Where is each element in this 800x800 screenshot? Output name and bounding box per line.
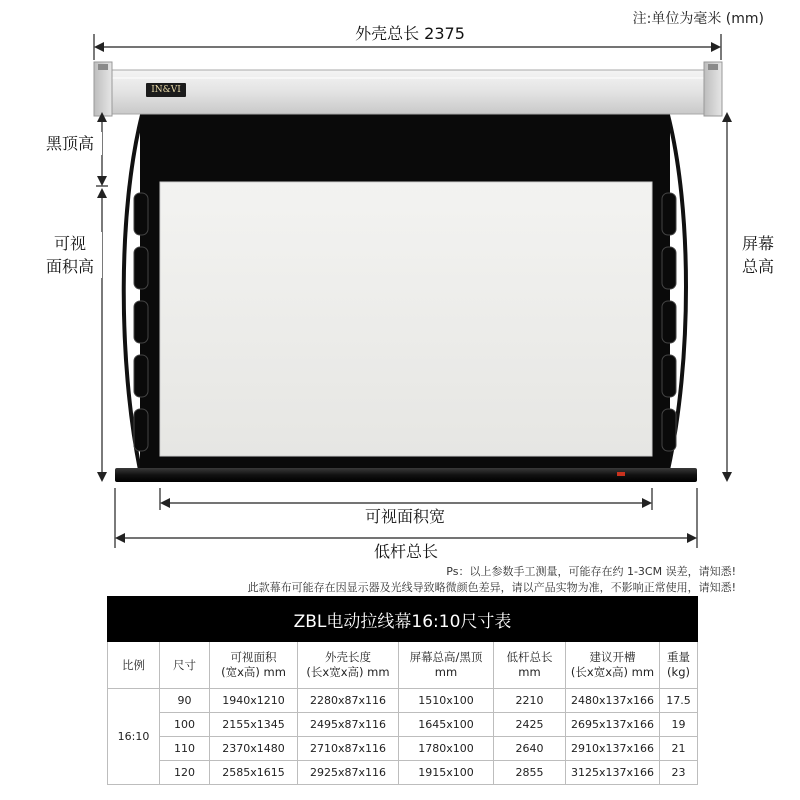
cell-housing: 2280x87x116: [298, 689, 399, 713]
table-title: ZBL电动拉线幕16:10尺寸表: [108, 597, 698, 642]
screen-height-label-line1: 屏幕: [741, 234, 774, 253]
header-weight-line1: 重量: [667, 650, 691, 664]
header-size-line1: 尺寸: [173, 657, 196, 672]
cell-slot: 2910x137x166: [566, 737, 660, 761]
table-row: [108, 689, 698, 713]
table-row: [108, 761, 698, 785]
cell-housing: 2495x87x116: [298, 713, 399, 737]
cell-slot: 2480x137x166: [566, 689, 660, 713]
cell-housing: 2925x87x116: [298, 761, 399, 785]
header-ratio-line1: 比例: [122, 657, 145, 672]
ps-note-line2: 此款幕布可能存在因显示器及光线导致略微颜色差异，请以产品实物为准，不影响正常使用，请知悉!: [247, 581, 736, 594]
ratio-cell: 16:10: [108, 689, 160, 785]
header-screen-height: [399, 642, 494, 689]
bar-length-label: 低杆总长: [336, 540, 476, 563]
cell-height: 1780x100: [399, 737, 494, 761]
cell-visible: 1940x1210: [210, 689, 298, 713]
header-housing-length-line2: (长x宽x高) mm: [306, 665, 390, 679]
visible-height-label: [38, 232, 102, 278]
header-visible-area-line1: 可视面积: [230, 650, 277, 664]
size-table: [107, 596, 698, 785]
housing-length-label: 外壳总长 2375: [300, 22, 520, 45]
header-housing-length-line1: 外壳长度: [325, 650, 371, 664]
header-visible-area-line2: (宽x高) mm: [221, 665, 286, 679]
cell-size: 120: [160, 761, 210, 785]
header-screen-height-line1: 屏幕总高/黑顶: [409, 650, 483, 664]
header-bar-length-line1: 低杆总长: [506, 650, 553, 664]
screen-height-dimension: [722, 112, 732, 482]
brand-logo: IN&VI: [151, 85, 181, 95]
cell-height: 1645x100: [399, 713, 494, 737]
unit-note: 注:单位为毫米 (mm): [632, 11, 764, 27]
cell-visible: 2370x1480: [210, 737, 298, 761]
cell-height: 1915x100: [399, 761, 494, 785]
header-weight-line2: (kg): [667, 665, 690, 679]
screen-height-label-line2: 总高: [741, 257, 774, 276]
header-bar-length-line2: mm: [518, 665, 541, 679]
cell-slot: 2695x137x166: [566, 713, 660, 737]
ps-note-line1: Ps：以上参数手工测量，可能存在约 1-3CM 误差，请知悉!: [446, 565, 736, 578]
table-row: [108, 713, 698, 737]
header-housing-length: [298, 642, 399, 689]
cell-weight: 19: [660, 713, 698, 737]
cell-slot: 3125x137x166: [566, 761, 660, 785]
cell-size: 110: [160, 737, 210, 761]
screen-housing: [94, 62, 722, 116]
visible-width-label: 可视面积宽: [330, 505, 480, 528]
cell-bar: 2425: [494, 713, 566, 737]
table-row: [108, 737, 698, 761]
header-slot: [566, 642, 660, 689]
cell-housing: 2710x87x116: [298, 737, 399, 761]
visible-height-label-line1: 可视: [53, 234, 86, 253]
header-weight: [660, 642, 698, 689]
cell-size: 90: [160, 689, 210, 713]
bottom-bar: [115, 468, 697, 482]
header-screen-height-line2: mm: [434, 665, 458, 679]
cell-visible: 2585x1615: [210, 761, 298, 785]
cell-bar: 2210: [494, 689, 566, 713]
header-visible-area: [210, 642, 298, 689]
black-top-height-label: 黑顶高: [38, 132, 102, 155]
cell-weight: 21: [660, 737, 698, 761]
table-title-row: [108, 597, 698, 642]
header-size: [160, 642, 210, 689]
cell-bar: 2855: [494, 761, 566, 785]
header-bar-length: [494, 642, 566, 689]
screen-height-label: [732, 232, 784, 278]
visible-screen-area: [160, 182, 652, 456]
cell-size: 100: [160, 713, 210, 737]
cell-weight: 17.5: [660, 689, 698, 713]
cell-bar: 2640: [494, 737, 566, 761]
header-slot-line1: 建议开槽: [589, 650, 636, 664]
header-slot-line2: (长x宽x高) mm: [570, 665, 655, 679]
table-header-row: [108, 642, 698, 689]
cell-height: 1510x100: [399, 689, 494, 713]
visible-height-label-line2: 面积高: [45, 257, 94, 276]
header-ratio: [108, 642, 160, 689]
cell-visible: 2155x1345: [210, 713, 298, 737]
cell-weight: 23: [660, 761, 698, 785]
